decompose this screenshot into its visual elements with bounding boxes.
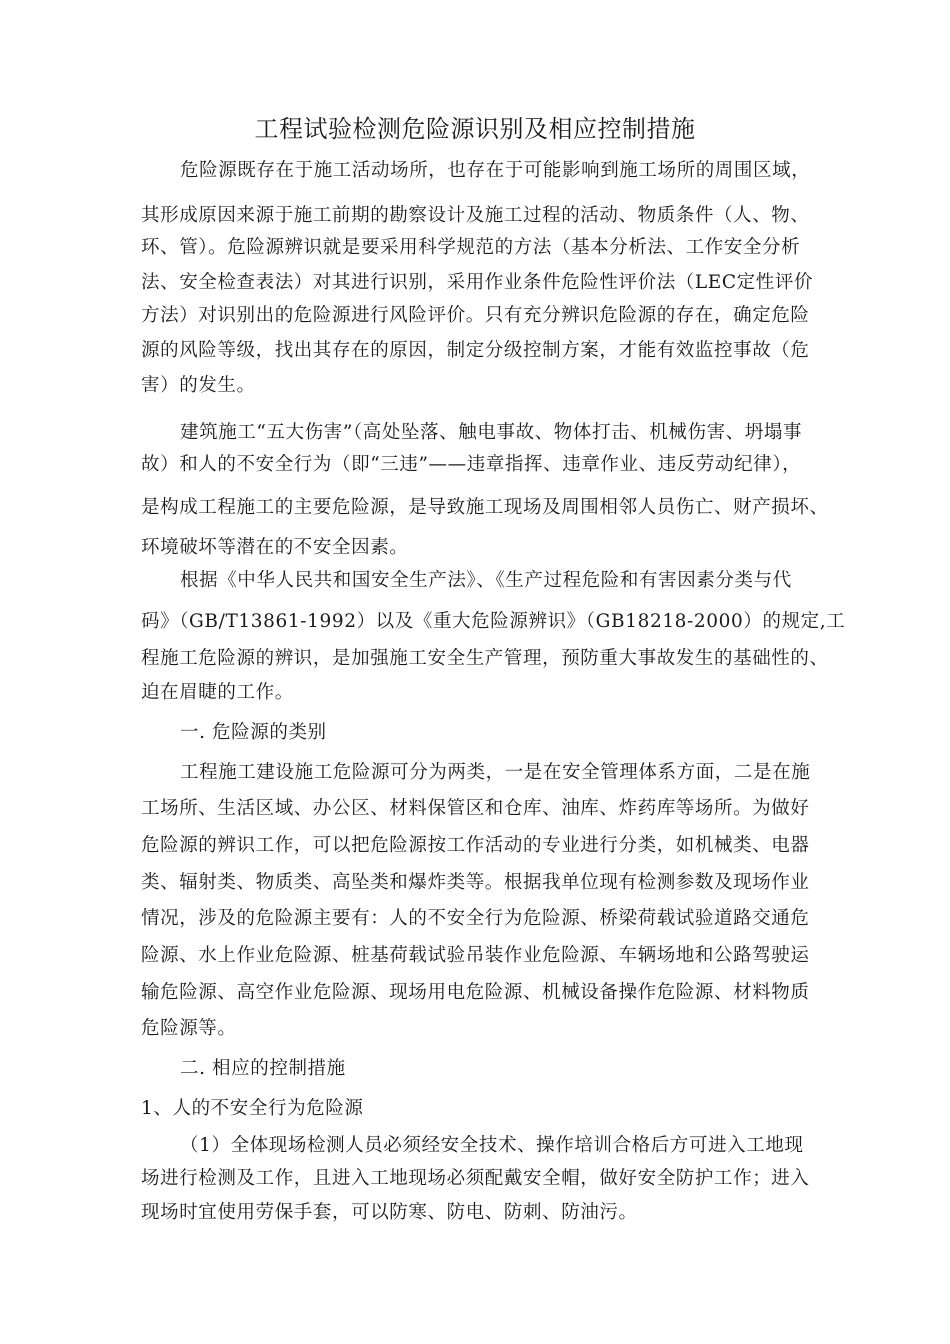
paragraph-line: 方法）对识别出的危险源进行风险评价。只有充分辨识危险源的存在，确定危险: [141, 305, 810, 326]
paragraph-line: 码》（GB/T13861-1992）以及《重大危险源辨识》（GB18218-2000）的规定,工: [141, 611, 846, 632]
paragraph-line: 工程施工建设施工危险源可分为两类，一是在安全管理体系方面，二是在施: [180, 762, 811, 783]
paragraph-line: 根据《中华人民共和国安全生产法》、《生产过程危险和有害因素分类与代: [180, 570, 792, 591]
paragraph-line: 建筑施工“五大伤害”（高处坠落、触电事故、物体打击、机械伤害、坍塌事: [180, 422, 803, 443]
paragraph-line: 危险源等。: [141, 1018, 237, 1039]
subsection-heading: 1、人的不安全行为危险源: [141, 1098, 364, 1119]
paragraph-line: 类、辐射类、物质类、高坠类和爆炸类等。根据我单位现有检测参数及现场作业: [141, 872, 810, 893]
paragraph-line: 法、安全检查表法）对其进行识别，采用作业条件危险性评价法（LEC定性评价: [141, 272, 814, 293]
paragraph-line: 源的风险等级，找出其存在的原因，制定分级控制方案，才能有效监控事故（危: [141, 340, 810, 361]
paragraph-line: 情况，涉及的危险源主要有：人的不安全行为危险源、桥梁荷载试验道路交通危: [141, 908, 810, 929]
section-heading: 一. 危险源的类别: [180, 722, 327, 743]
paragraph-line: 害）的发生。: [141, 375, 256, 396]
paragraph-line: 输危险源、高空作业危险源、现场用电危险源、机械设备操作危险源、材料物质: [141, 982, 810, 1003]
paragraph-line: 故）和人的不安全行为（即“三违”——违章指挥、违章作业、违反劳动纪律），: [141, 454, 802, 475]
paragraph-line: 现场时宜使用劳保手套，可以防寒、防电、防刺、防油污。: [141, 1202, 638, 1223]
paragraph-line: 工场所、生活区域、办公区、材料保管区和仓库、油库、炸药库等场所。为做好: [141, 798, 810, 819]
paragraph-line: 环、管）。危险源辨识就是要采用科学规范的方法（基本分析法、工作安全分析: [141, 237, 801, 258]
document-title: 工程试验检测危险源识别及相应控制措施: [254, 115, 696, 143]
paragraph-line: 环境破坏等潜在的不安全因素。: [141, 537, 409, 558]
paragraph-line: 是构成工程施工的主要危险源，是导致施工现场及周围相邻人员伤亡、财产损坏、: [141, 497, 829, 518]
paragraph-line: 其形成原因来源于施工前期的勘察设计及施工过程的活动、物质条件（人、物、: [141, 205, 810, 226]
paragraph-line: 危险源既存在于施工活动场所，也存在于可能影响到施工场所的周围区域，: [180, 160, 811, 181]
section-heading: 二. 相应的控制措施: [180, 1058, 346, 1079]
paragraph-line: 险源、水上作业危险源、桩基荷载试验吊装作业危险源、车辆场地和公路驾驶运: [141, 945, 810, 966]
paragraph-line: 迫在眉睫的工作。: [141, 682, 294, 703]
paragraph-line: （1）全体现场检测人员必须经安全技术、操作培训合格后方可进入工地现: [180, 1135, 804, 1156]
paragraph-line: 场进行检测及工作，且进入工地现场必须配戴安全帽，做好安全防护工作；进入: [141, 1168, 810, 1189]
paragraph-line: 危险源的辨识工作，可以把危险源按工作活动的专业进行分类，如机械类、电器: [141, 835, 810, 856]
paragraph-line: 程施工危险源的辨识，是加强施工安全生产管理，预防重大事故发生的基础性的、: [141, 648, 829, 669]
